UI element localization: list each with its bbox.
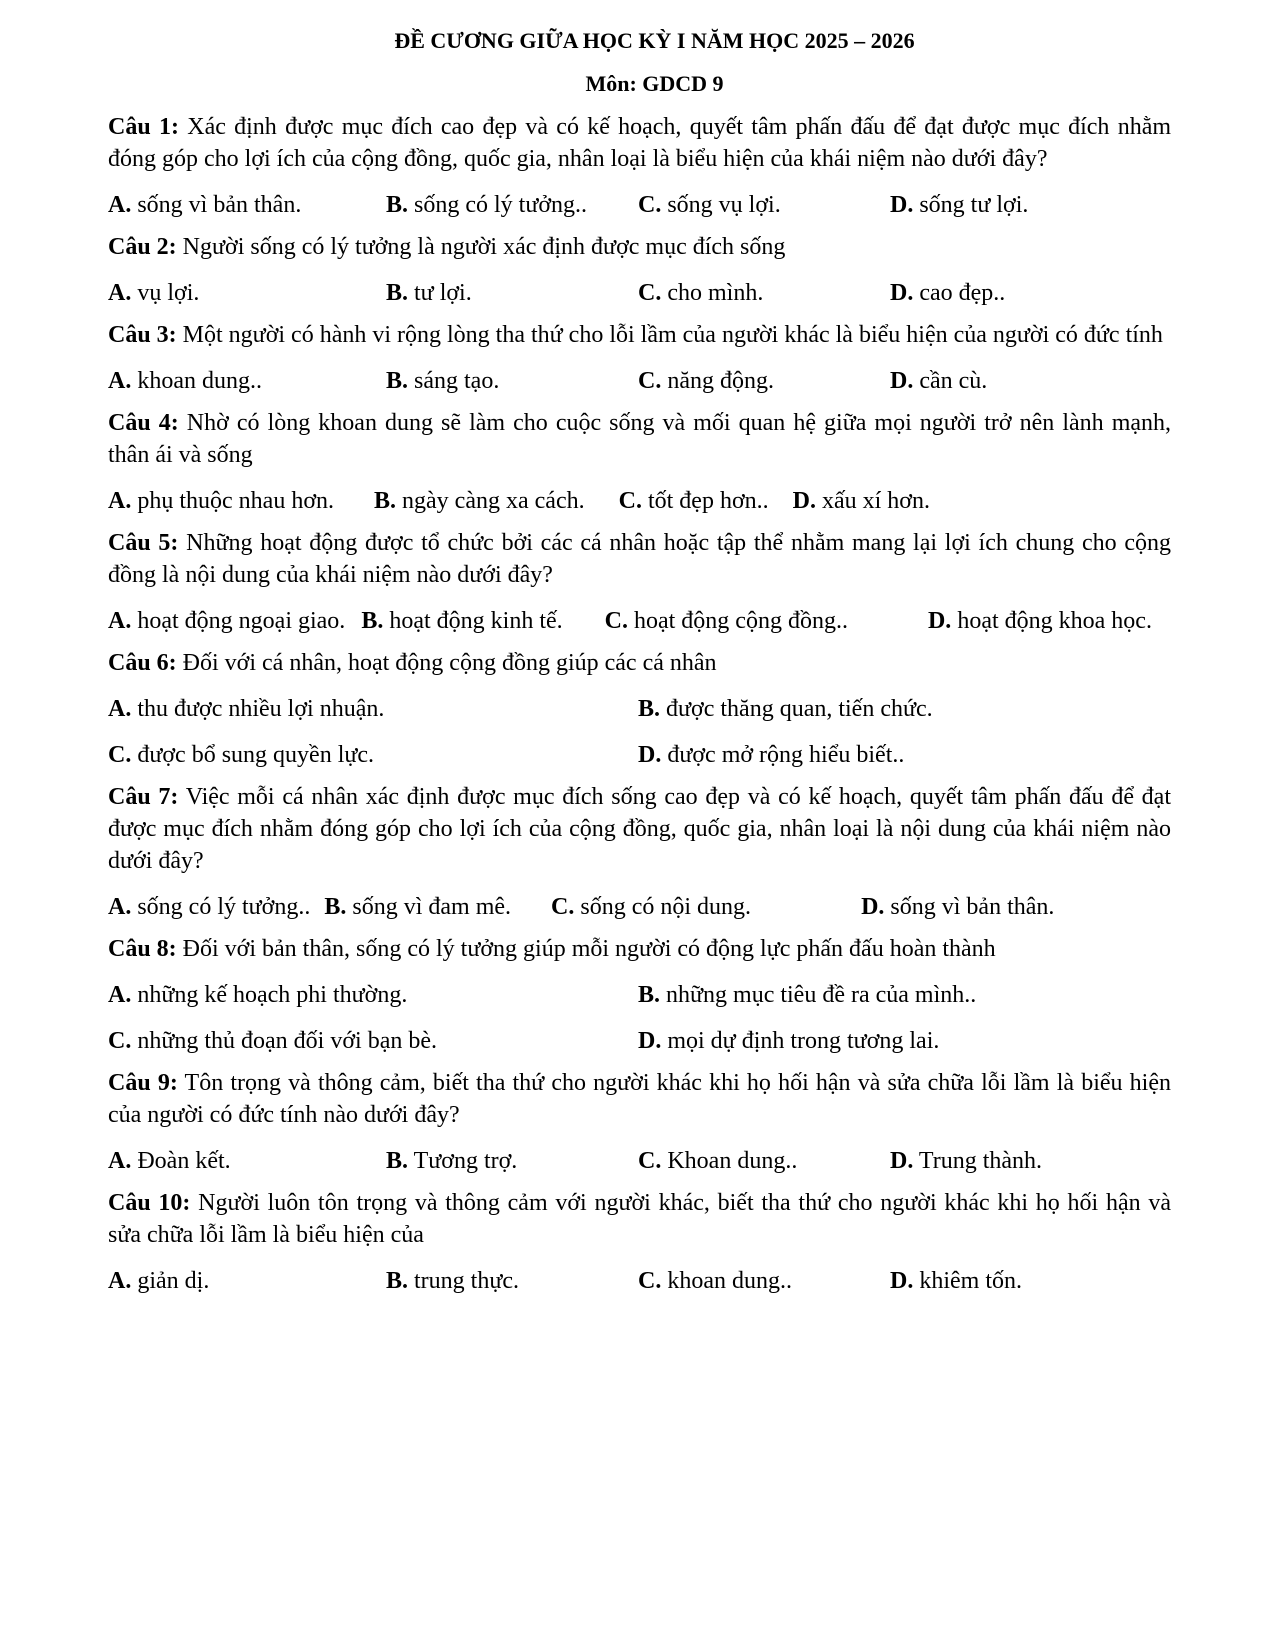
options-row <box>108 693 1171 725</box>
option-c <box>108 739 638 771</box>
option-b <box>386 1265 638 1297</box>
option-a <box>108 1145 386 1177</box>
options-1 <box>108 189 1171 221</box>
option-text: sống vụ lợi. <box>667 192 781 218</box>
option-a <box>108 693 638 725</box>
option-letter: B. <box>386 1148 409 1174</box>
question-2 <box>108 231 1171 263</box>
options-10 <box>108 1265 1171 1297</box>
option-text: hoạt động khoa học. <box>957 608 1152 634</box>
option-d <box>928 608 1152 634</box>
option-d <box>890 1145 1042 1177</box>
option-letter: B. <box>324 894 347 920</box>
option-text: tốt đẹp hơn.. <box>647 488 769 514</box>
option-b <box>386 189 638 221</box>
option-text: sống vì bản thân. <box>137 192 302 218</box>
option-text: khoan dung.. <box>667 1268 792 1294</box>
option-letter: C. <box>551 894 575 920</box>
option-text: ngày càng xa cách. <box>402 488 585 514</box>
option-c <box>551 894 751 920</box>
option-letter: A. <box>108 1148 132 1174</box>
question-3 <box>108 319 1171 351</box>
option-text: vụ lợi. <box>137 280 200 306</box>
option-letter: A. <box>108 280 132 306</box>
option-d <box>890 365 987 397</box>
option-letter: D. <box>638 1028 662 1054</box>
question-label: Câu 2: <box>108 234 177 260</box>
option-d <box>638 739 904 771</box>
question-4 <box>108 407 1171 471</box>
document-subject: Môn: GDCD 9 <box>585 71 724 96</box>
option-letter: D. <box>890 1148 914 1174</box>
option-letter: C. <box>618 488 642 514</box>
option-text: Đoàn kết. <box>137 1148 231 1174</box>
question-label: Câu 10: <box>108 1190 191 1216</box>
option-text: tư lợi. <box>414 280 472 306</box>
option-b <box>361 608 562 634</box>
option-text: hoạt động kinh tế. <box>389 608 563 634</box>
options-row <box>108 979 1171 1011</box>
question-label: Câu 3: <box>108 322 177 348</box>
option-letter: B. <box>638 982 661 1008</box>
option-text: năng động. <box>667 368 774 394</box>
option-b <box>386 365 638 397</box>
option-letter: C. <box>108 742 132 768</box>
option-letter: D. <box>890 192 914 218</box>
option-letter: D. <box>861 894 885 920</box>
option-d <box>890 189 1028 221</box>
option-text: khiêm tốn. <box>919 1268 1022 1294</box>
option-c <box>638 277 890 309</box>
option-letter: D. <box>638 742 662 768</box>
option-a <box>108 894 310 920</box>
option-letter: C. <box>604 608 628 634</box>
option-b <box>638 979 976 1011</box>
question-text: Người luôn tôn trọng và thông cảm với người khác, biết tha thứ cho người khác khi họ hối hận và sửa chữa lỗi lầm là biểu hiện của <box>108 1190 1172 1248</box>
options-row <box>108 739 1171 771</box>
option-c <box>638 1265 890 1297</box>
options-9 <box>108 1145 1171 1177</box>
option-text: xấu xí hơn. <box>821 488 930 514</box>
option-a <box>108 1265 386 1297</box>
option-b <box>638 693 933 725</box>
option-letter: A. <box>108 982 132 1008</box>
question-label: Câu 8: <box>108 936 177 962</box>
document-title: ĐỀ CƯƠNG GIỮA HỌC KỲ I NĂM HỌC 2025 – 2026 <box>394 28 915 53</box>
question-6 <box>108 647 1171 679</box>
option-letter: A. <box>108 368 132 394</box>
option-letter: C. <box>638 368 662 394</box>
option-letter: B. <box>386 192 409 218</box>
option-text: sống vì bản thân. <box>890 894 1055 920</box>
option-text: những mục tiêu đề ra của mình.. <box>666 982 977 1008</box>
option-b <box>374 488 585 514</box>
option-text: sống có nội dung. <box>580 894 752 920</box>
question-9 <box>108 1067 1171 1131</box>
option-letter: C. <box>108 1028 132 1054</box>
option-letter: A. <box>108 1268 132 1294</box>
question-5 <box>108 527 1171 591</box>
option-c <box>619 488 769 514</box>
option-a <box>108 488 334 514</box>
option-letter: B. <box>386 280 409 306</box>
question-8 <box>108 933 1171 965</box>
options-5 <box>108 605 1171 637</box>
option-b <box>386 1145 638 1177</box>
option-a <box>108 189 386 221</box>
option-letter: B. <box>361 608 384 634</box>
question-label: Câu 9: <box>108 1070 178 1096</box>
question-1 <box>108 111 1171 175</box>
option-text: những kế hoạch phi thường. <box>137 982 408 1008</box>
option-c <box>638 1145 890 1177</box>
option-letter: B. <box>638 696 661 722</box>
option-letter: B. <box>386 1268 409 1294</box>
option-b <box>324 894 511 920</box>
option-letter: D. <box>792 488 816 514</box>
question-text: Việc mỗi cá nhân xác định được mục đích sống cao đẹp và có kế hoạch, quyết tâm phấn đấu để đạt được mục đích nhằm đóng góp cho lợi ích của cộng đồng, quốc gia, nhân loại là nội dung của khái niệm nào dưới đây? <box>108 784 1172 874</box>
question-text: Đối với cá nhân, hoạt động cộng đồng giúp các cá nhân <box>182 650 717 676</box>
option-a <box>108 277 386 309</box>
options-2 <box>108 277 1171 309</box>
option-d <box>890 277 1005 309</box>
options-7 <box>108 891 1171 923</box>
question-text: Tôn trọng và thông cảm, biết tha thứ cho người khác khi họ hối hận và sửa chữa lỗi lầm là biểu hiện của người có đức tính nào dưới đây? <box>108 1070 1171 1128</box>
options-6 <box>108 693 1171 771</box>
option-text: cần cù. <box>919 368 988 394</box>
option-letter: C. <box>638 1148 662 1174</box>
option-text: Tương trợ. <box>413 1148 518 1174</box>
option-text: được mở rộng hiểu biết.. <box>667 742 905 768</box>
option-text: mọi dự định trong tương lai. <box>667 1028 940 1054</box>
option-letter: C. <box>638 192 662 218</box>
option-letter: A. <box>108 488 132 514</box>
option-d <box>861 894 1054 920</box>
option-text: phụ thuộc nhau hơn. <box>137 488 335 514</box>
question-text: Một người có hành vi rộng lòng tha thứ cho lỗi lầm của người khác là biểu hiện của người có đức tính <box>182 322 1163 348</box>
option-text: giản dị. <box>137 1268 210 1294</box>
option-d <box>793 488 930 514</box>
option-text: cho mình. <box>667 280 764 306</box>
option-c <box>638 365 890 397</box>
question-label: Câu 1: <box>108 114 179 140</box>
options-8 <box>108 979 1171 1057</box>
option-d <box>890 1265 1022 1297</box>
option-letter: D. <box>927 608 952 634</box>
option-text: trung thực. <box>414 1268 520 1294</box>
option-letter: A. <box>108 608 132 634</box>
question-text: Những hoạt động được tổ chức bởi các cá nhân hoặc tập thể nhằm mang lại lợi ích chung cho cộng đồng là nội dung của khái niệm nào dưới đây? <box>108 530 1172 588</box>
option-text: thu được nhiều lợi nhuận. <box>137 696 385 722</box>
question-label: Câu 7: <box>108 784 179 810</box>
question-text: Người sống có lý tưởng là người xác định được mục đích sống <box>182 234 786 260</box>
question-text: Nhờ có lòng khoan dung sẽ làm cho cuộc sống và mối quan hệ giữa mọi người trở nên lành mạnh, thân ái và sống <box>108 410 1172 468</box>
option-text: khoan dung.. <box>137 368 262 394</box>
option-text: được thăng quan, tiến chức. <box>666 696 933 722</box>
option-text: sống có lý tưởng.. <box>137 894 311 920</box>
option-letter: C. <box>638 280 662 306</box>
option-text: cao đẹp.. <box>919 280 1006 306</box>
option-c <box>108 1025 638 1057</box>
option-letter: A. <box>108 696 132 722</box>
question-text: Đối với bản thân, sống có lý tưởng giúp mỗi người có động lực phấn đấu hoàn thành <box>182 936 996 962</box>
option-letter: A. <box>108 894 132 920</box>
question-label: Câu 5: <box>108 530 179 556</box>
option-letter: B. <box>374 488 397 514</box>
option-letter: C. <box>638 1268 662 1294</box>
option-c <box>638 189 890 221</box>
option-a <box>108 608 345 634</box>
question-label: Câu 4: <box>108 410 179 436</box>
option-c <box>605 608 848 634</box>
option-letter: D. <box>890 280 914 306</box>
option-letter: D. <box>890 368 914 394</box>
option-text: được bổ sung quyền lực. <box>137 742 375 768</box>
options-3 <box>108 365 1171 397</box>
option-a <box>108 365 386 397</box>
option-text: sống vì đam mê. <box>352 894 512 920</box>
option-text: hoạt động ngoại giao. <box>137 608 346 634</box>
question-label: Câu 6: <box>108 650 177 676</box>
option-text: sáng tạo. <box>414 368 500 394</box>
options-row <box>108 1025 1171 1057</box>
option-text: hoạt động cộng đồng.. <box>633 608 848 634</box>
question-10 <box>108 1187 1171 1251</box>
options-4 <box>108 485 1171 517</box>
question-7 <box>108 781 1171 877</box>
option-text: Khoan dung.. <box>667 1148 798 1174</box>
question-text: Xác định được mục đích cao đẹp và có kế hoạch, quyết tâm phấn đấu để đạt được mục đích nhằm đóng góp cho lợi ích của cộng đồng, quốc gia, nhân loại là biểu hiện của khái niệm nào dưới đây? <box>108 114 1172 172</box>
option-letter: B. <box>386 368 409 394</box>
option-b <box>386 277 638 309</box>
option-text: sống tư lợi. <box>919 192 1029 218</box>
option-text: Trung thành. <box>918 1148 1043 1174</box>
option-letter: A. <box>108 192 132 218</box>
option-letter: D. <box>890 1268 914 1294</box>
option-a <box>108 979 638 1011</box>
option-d <box>638 1025 939 1057</box>
option-text: sống có lý tưởng.. <box>414 192 588 218</box>
option-text: những thủ đoạn đối với bạn bè. <box>137 1028 438 1054</box>
